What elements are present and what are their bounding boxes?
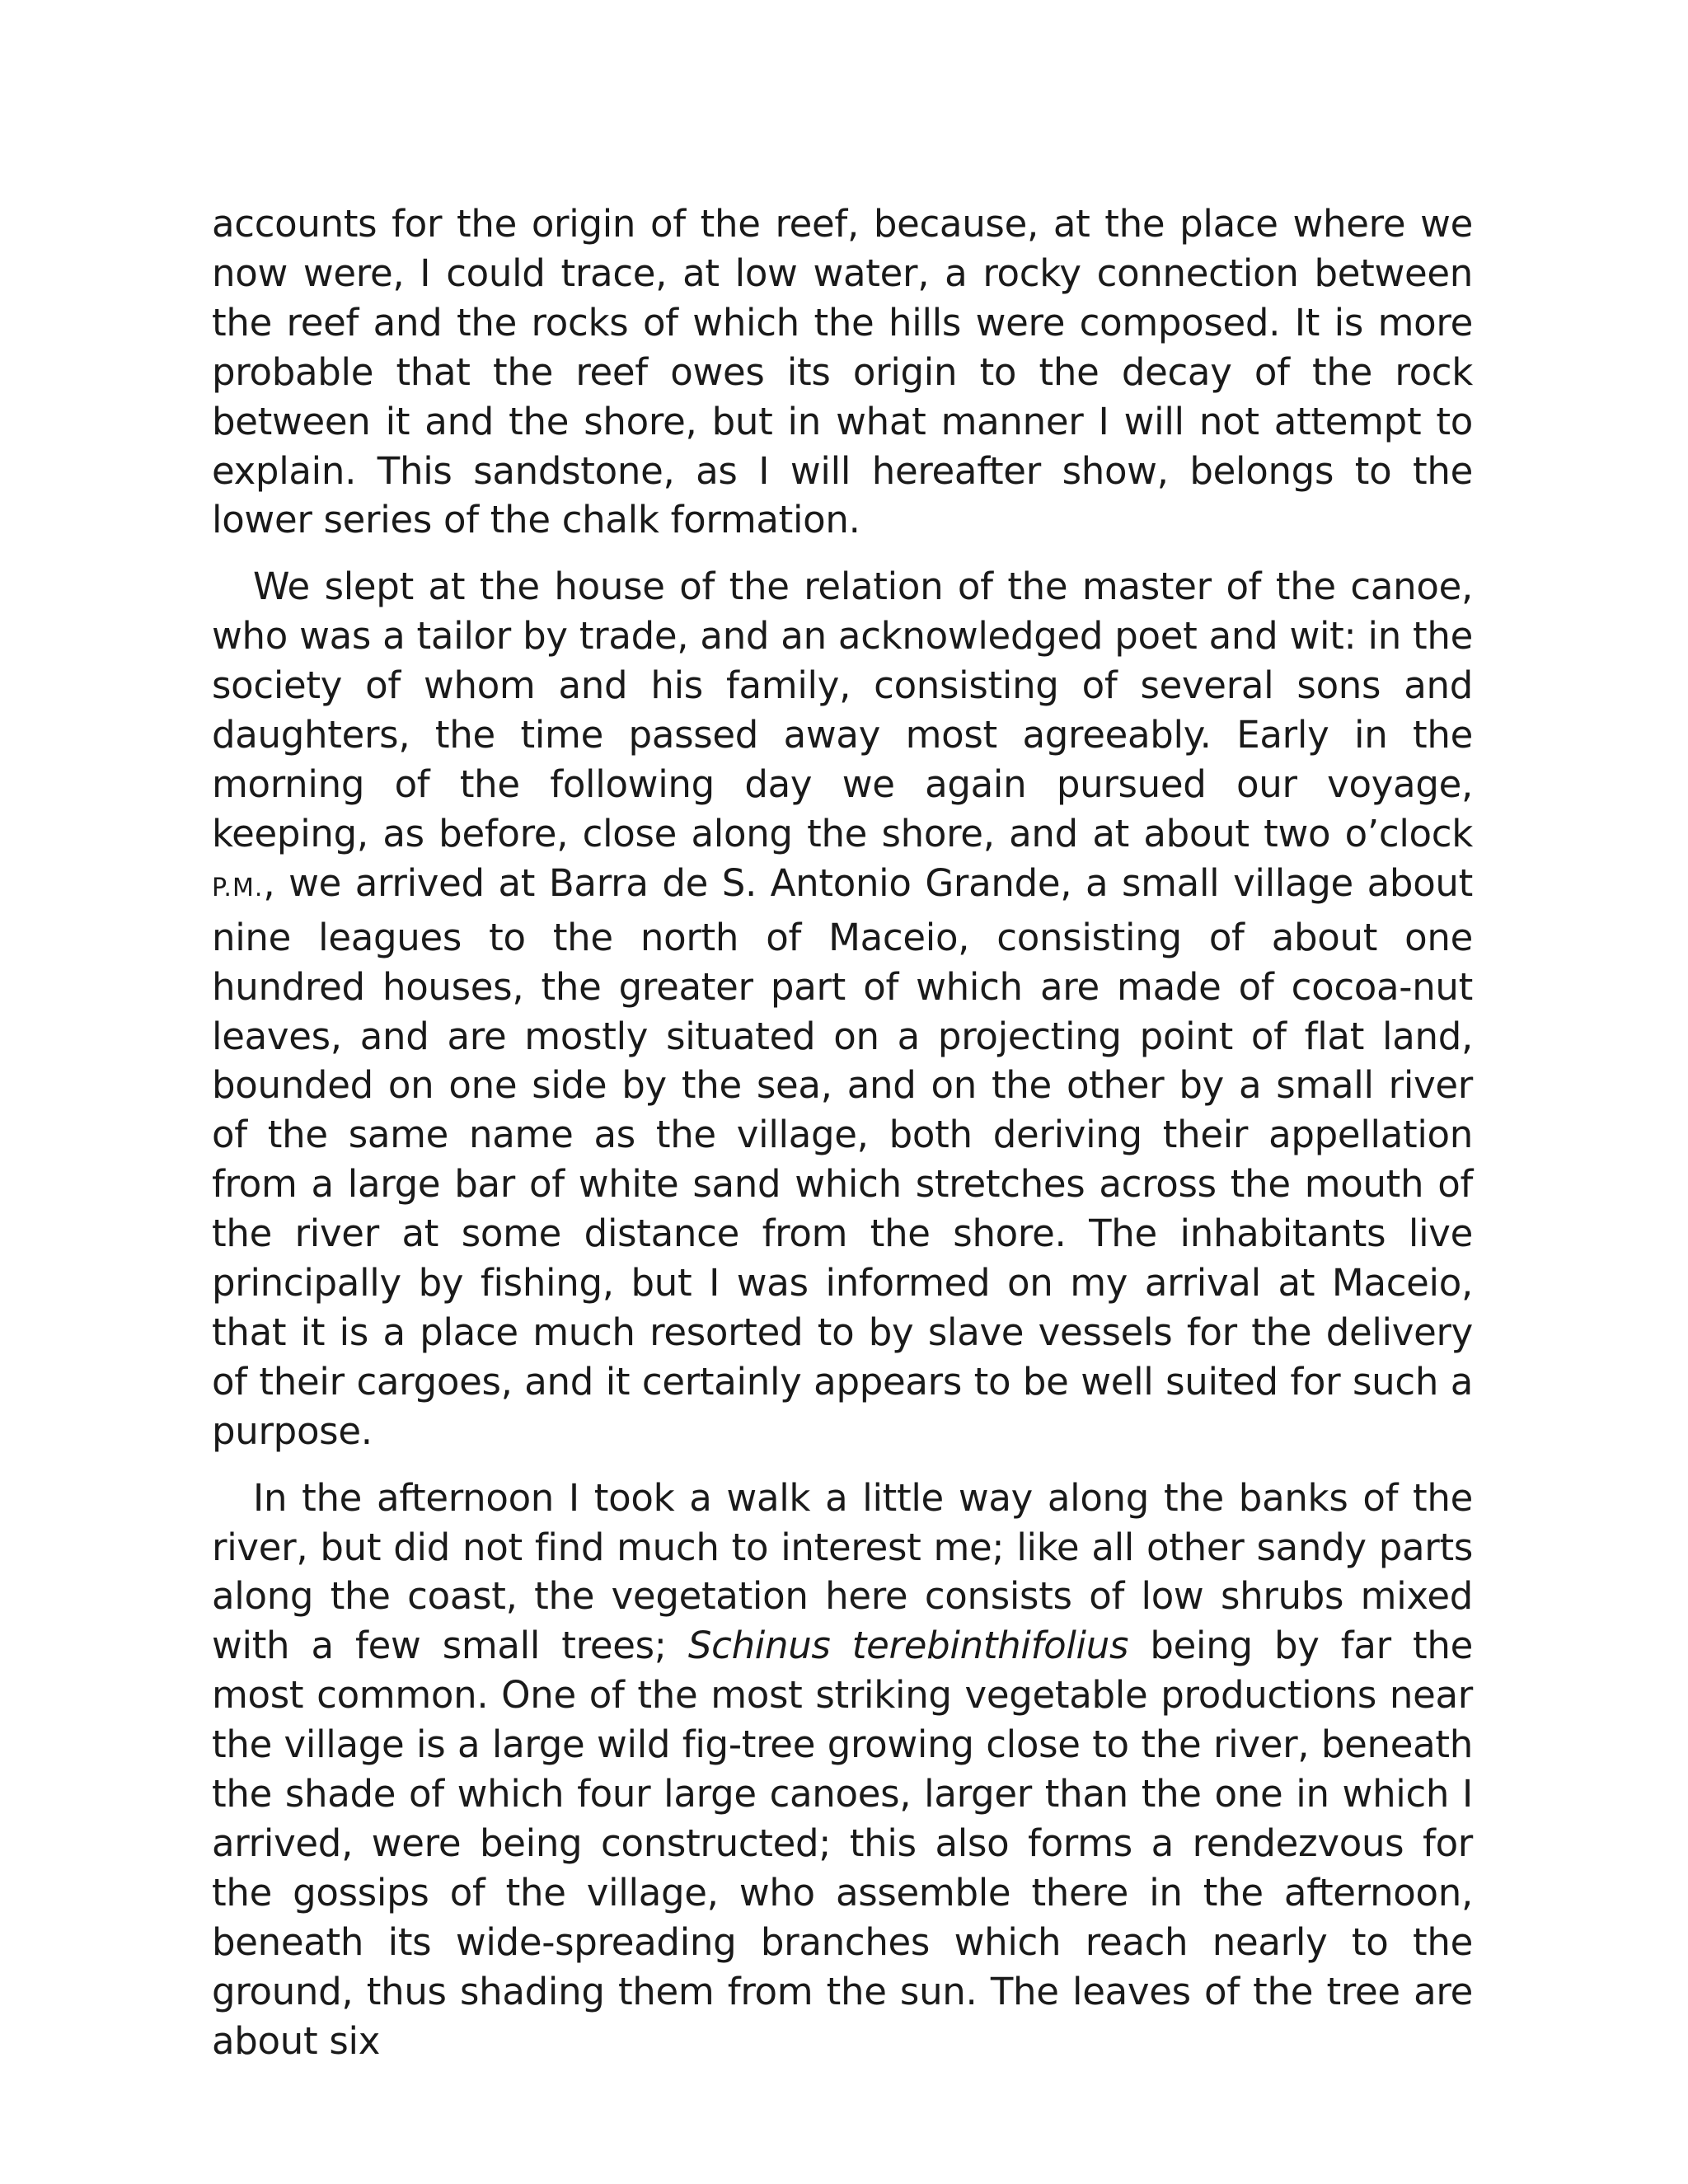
paragraph-2-text-end: , we arrived at Barra de S. Antonio Grande, a small village about nine leagues to the north of Maceio, consisting of about one hundred houses, the greater part of which are made of cocoa-nut leaves, and are mostly situated on a projecting point of flat land, bounded on one side by the sea, and on the other by a small river of the same name as the village, both deriving their appellation from a large bar of white sand which stretches across the mouth of the river at some distance from the shore. The inhabitants live principally by fishing, but I was informed on my arrival at Maceio, that it is a place much resorted to by slave vessels for the delivery of their cargoes, and it certainly appears to be well suited for such a purpose. bbox=[212, 860, 1473, 1453]
paragraph-1 bbox=[212, 199, 1473, 545]
paragraph-3 bbox=[212, 1474, 1473, 2066]
paragraph-3-text-start: In the afternoon I took a walk a little way along the banks of the river, but did not find much to interest me; like all other sandy parts along the coast, the vegetation here consists of low shrubs mixed with a few small trees; bbox=[212, 1475, 1473, 1668]
paragraph-1-text: accounts for the origin of the reef, because, at the place where we now were, I could trace, at low water, a rocky connection between the reef and the rocks of which the hills were composed. It is more probable that the reef owes its origin to the decay of the rock between it and the shore, but in what manner I will not attempt to explain. This sandstone, as I will hereafter show, belongs to the lower series of the chalk formation. bbox=[212, 202, 1473, 542]
paragraph-2-text-start: We slept at the house of the relation of the master of the canoe, who was a tailor by trade, and an acknowledged poet and wit: in the society of whom and his family, consisting of several sons and daughters, the time passed away most agreeably. Early in the morning of the following day we again pursued our voyage, keeping, as before, close along the shore, and at about two o’clock bbox=[212, 565, 1473, 855]
paragraph-3-text-end: being by far the most common. One of the most striking vegetable productions near the village is a large wild fig-tree growing close to the river, beneath the shade of which four large canoes, larger than the one in which I arrived, were being constructed; this also forms a rendezvous for the gossips of the village, who assemble there in the afternoon, beneath its wide-spreading branches which reach nearly to the ground, thus shading them from the sun. The leaves of the tree are about six bbox=[212, 1624, 1473, 2063]
paragraph-2 bbox=[212, 562, 1473, 1455]
species-name: Schinus terebinthifolius bbox=[687, 1624, 1129, 1668]
body-text bbox=[212, 199, 1473, 2066]
time-abbreviation: P.M. bbox=[212, 873, 264, 902]
